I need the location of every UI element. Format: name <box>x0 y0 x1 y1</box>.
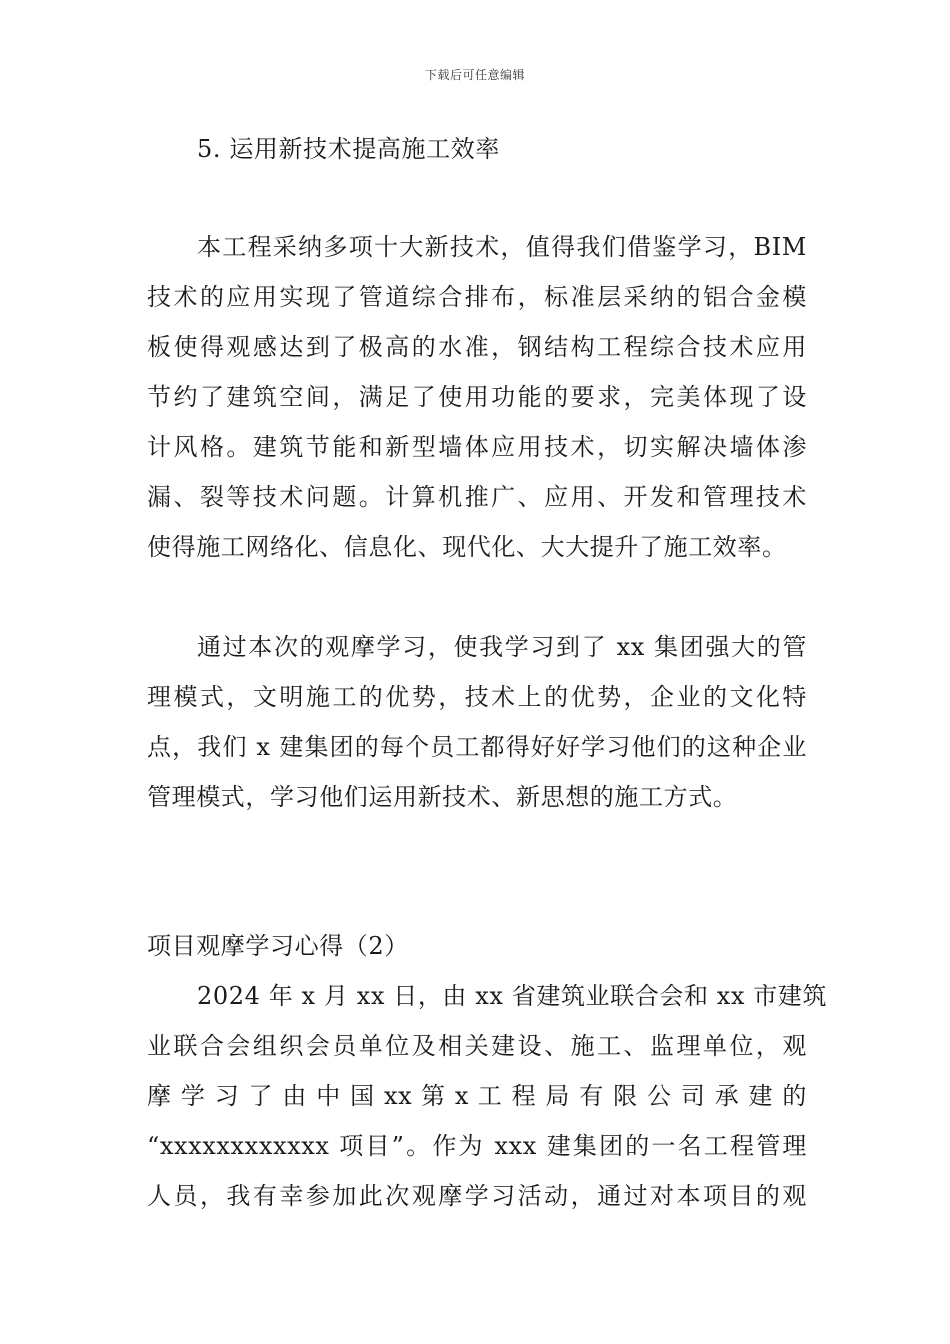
paragraph-line: 漏、裂等技术问题。计算机推广、应用、开发和管理技术 <box>147 483 807 511</box>
paragraph-line: 管理模式，学习他们运用新技术、新思想的施工方式。 <box>147 783 738 811</box>
paragraph-line: 技术的应用实现了管道综合排布，标准层采纳的铝合金模 <box>147 283 807 311</box>
paragraph-line: 计风格。建筑节能和新型墙体应用技术，切实解决墙体渗 <box>147 433 807 461</box>
page-header: 下载后可任意编辑 <box>424 68 525 82</box>
paragraph-line: 业联合会组织会员单位及相关建设、施工、监理单位，观 <box>147 1032 807 1060</box>
paragraph-line: 使得施工网络化、信息化、现代化、大大提升了施工效率。 <box>147 533 787 561</box>
paragraph-line: 摩 学 习 了 由 中 国 xx 第 x 工 程 局 有 限 公 司 承 建 的 <box>147 1082 807 1110</box>
paragraph-line: 点，我们 x 建集团的每个员工都得好好学习他们的这种企业 <box>147 733 807 761</box>
paragraph-line: 2024 年 x 月 xx 日，由 xx 省建筑业联合会和 xx 市建筑 <box>197 982 828 1010</box>
section-heading: 5. 运用新技术提高施工效率 <box>197 135 500 163</box>
paragraph-line: “xxxxxxxxxxxx 项目”。作为 xxx 建集团的一名工程管理 <box>147 1132 807 1160</box>
paragraph-line: 板使得观感达到了极高的水准，钢结构工程综合技术应用 <box>147 333 807 361</box>
paragraph-line: 本工程采纳多项十大新技术，值得我们借鉴学习，BIM <box>197 233 807 261</box>
paragraph-line: 人员，我有幸参加此次观摩学习活动，通过对本项目的观 <box>147 1182 807 1210</box>
paragraph-line: 节约了建筑空间，满足了使用功能的要求，完美体现了设 <box>147 383 807 411</box>
paragraph-line: 理模式，文明施工的优势，技术上的优势，企业的文化特 <box>147 683 807 711</box>
section-title: 项目观摩学习心得（2） <box>147 932 409 960</box>
paragraph-line: 通过本次的观摩学习，使我学习到了 xx 集团强大的管 <box>197 633 807 661</box>
